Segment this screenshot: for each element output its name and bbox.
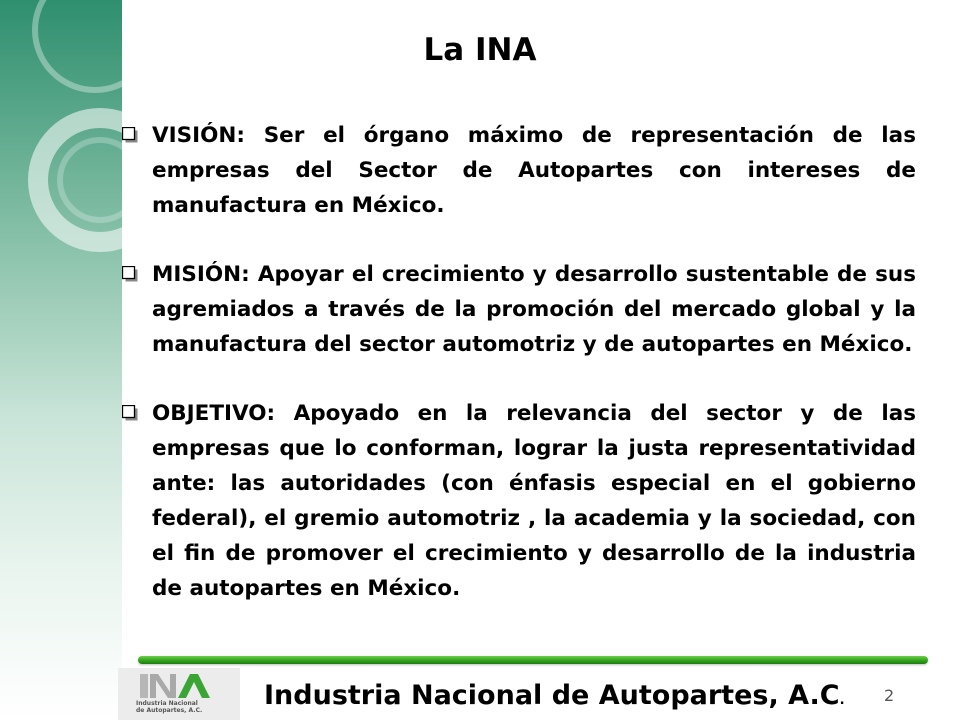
bullet-item-mission <box>122 257 916 362</box>
mission-text: MISIÓN: Apoyar el crecimiento y desarrollo sustentable de sus agremiados a través de la promoción del mercado global y la manufactura del sector automotriz y de autopartes en México. <box>152 262 916 357</box>
slide-title: La INA <box>423 32 537 68</box>
footer-divider-line <box>138 656 928 664</box>
checkbox-bullet-icon <box>122 127 138 143</box>
organization-suffix: . <box>839 693 845 708</box>
decorative-ring-middle <box>38 118 130 242</box>
bullet-item-vision <box>122 118 916 223</box>
slide-content <box>122 118 916 640</box>
checkbox-bullet-icon <box>122 266 138 282</box>
vision-text: VISIÓN: Ser el órgano máximo de representación de las empresas del Sector de Autopartes con intereses de manufactura en México. <box>152 123 916 218</box>
decorative-ring-inner <box>60 140 130 220</box>
logo-caption-line-1: Industria Nacional <box>136 700 198 707</box>
objective-text: OBJETIVO: Apoyado en la relevancia del sector y de las empresas que lo conforman, lograr la justa representatividad ante: las autoridades (con énfasis especial en el gobierno federal), el gremio automotriz , la academia y la sociedad, con el fin de promover el crecimiento y desarrollo de la industria de autopartes en México. <box>152 401 916 601</box>
bullet-item-objective <box>122 396 916 606</box>
page-number: 2 <box>884 686 895 705</box>
footer-organization-name <box>264 680 845 711</box>
checkbox-bullet-icon <box>122 405 138 421</box>
organization-name: Industria Nacional de Autopartes, A.C <box>264 680 840 711</box>
logo-caption-line-2: de Autopartes, A.C. <box>136 707 203 714</box>
ina-logo-caption <box>136 700 206 714</box>
